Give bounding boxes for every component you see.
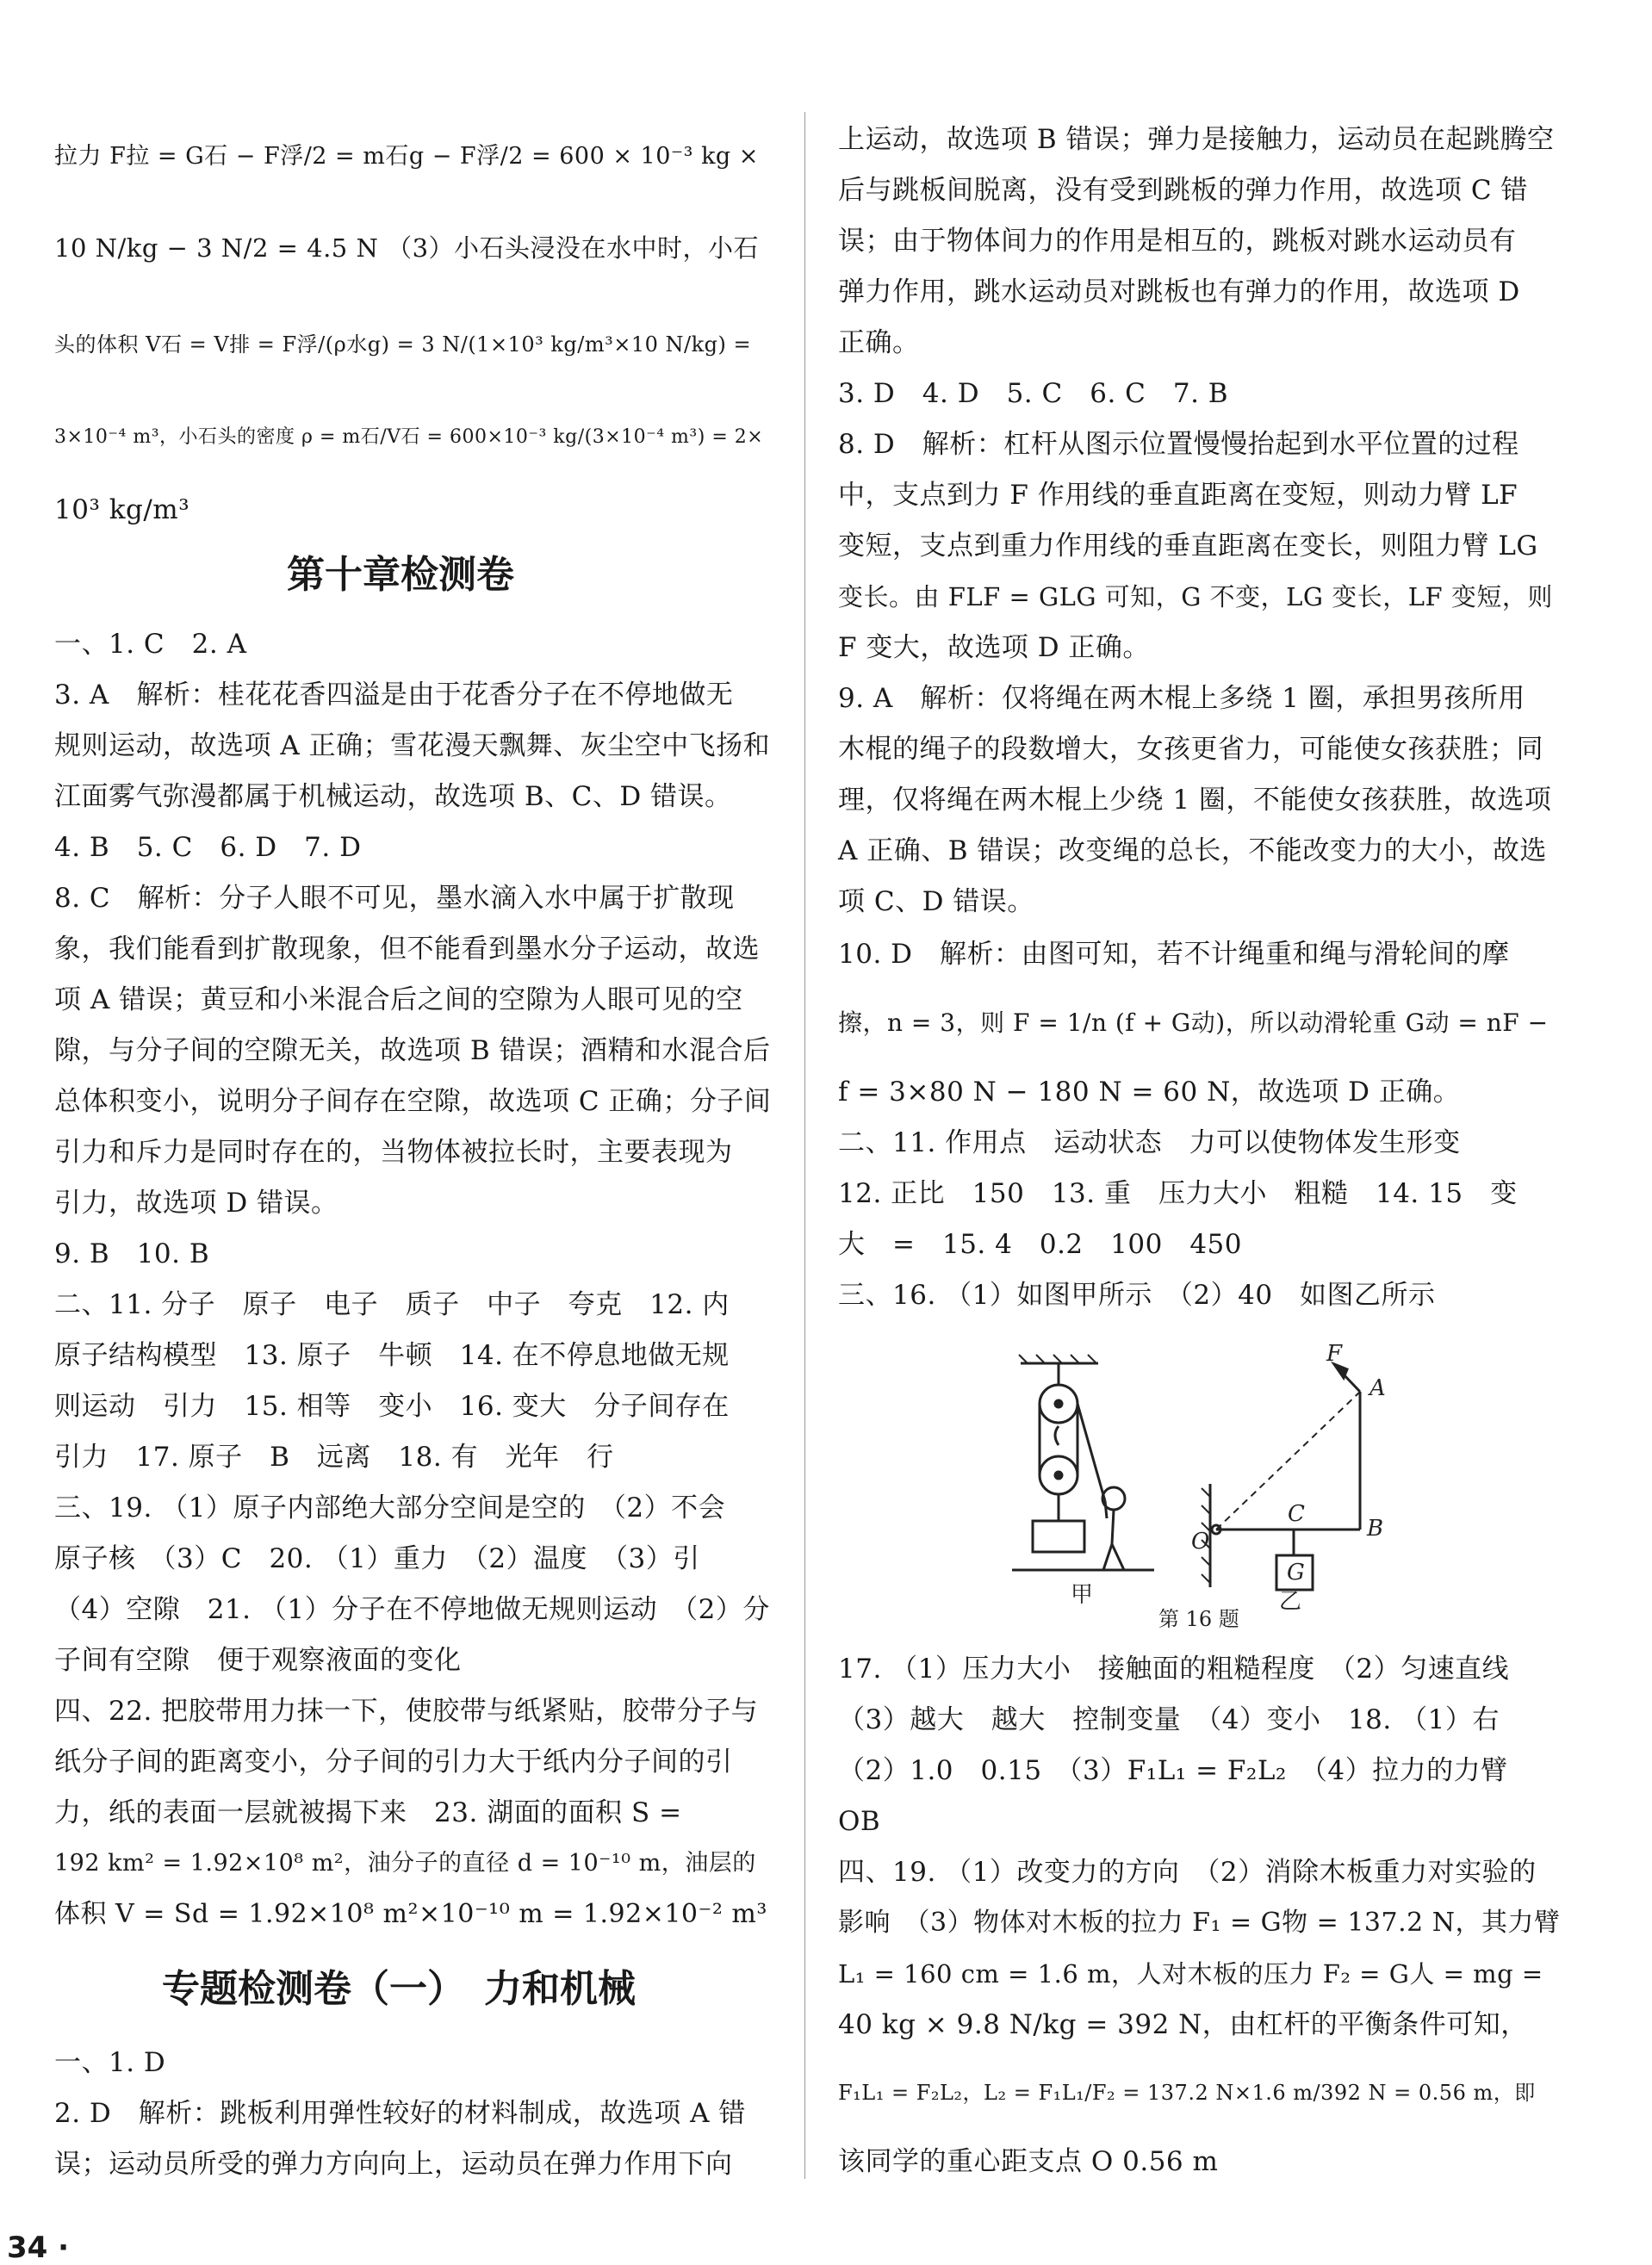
text-line: 误；运动员所受的弹力方向向上，运动员在弹力作用下向 [54,2149,733,2180]
figure-16 [1003,1325,1572,1635]
figure-labels [1071,1341,1386,1631]
text-line: 3. A 解析：桂花花香四溢是由于花香分子在不停地做无 [54,680,734,711]
force-f [1344,1375,1360,1392]
text-line: 规则运动，故选项 A 正确；雪花漫天飘舞、灰尘空中飞扬和 [54,730,771,761]
text-line: F₁L₁ = F₂L₂，L₂ = F₁L₁/F₂ = 137.2 N×1.6 m/392 N = 0.56 m，即 [838,2081,1536,2105]
label-b: B [1367,1516,1384,1542]
label-a: A [1369,1375,1386,1401]
text-line: 上运动，故选项 B 错误；弹力是接触力，运动员在起跳腾空 [838,124,1555,155]
rope [1078,1404,1105,1501]
lever-diagram [1202,1364,1360,1590]
text-line: 二、11. 分子 原子 电子 质子 中子 夸克 12. 内 [54,1289,730,1320]
label-o: O [1191,1529,1210,1554]
text-line: f = 3×80 N − 180 N = 60 N，故选项 D 正确。 [838,1077,1461,1108]
text-line: 9. B 10. B [54,1238,210,1269]
text-line: 头的体积 V石 = V排 = F浮/(ρ水g) = 3 N/(1×10³ kg/m³×10 N/kg) = [54,332,752,357]
text-line: OB [838,1806,881,1837]
pulley-diagram [1012,1355,1154,1570]
text-line: 一、1. D [54,2047,166,2078]
text-line: 该同学的重心距支点 O 0.56 m [838,2146,1219,2177]
label-f: F [1326,1341,1343,1367]
text-line: L₁ = 160 cm = 1.6 m，人对木板的压力 F₂ = G人 = mg = [838,1959,1543,1989]
text-line: 子间有空隙 便于观察液面的变化 [54,1645,462,1676]
text-line: 引力和斥力是同时存在的，当物体被拉长时，主要表现为 [54,1137,733,1168]
text-line: 40 kg × 9.8 N/kg = 392 N，由杠杆的平衡条件可知， [838,2009,1528,2040]
text-line: 象，我们能看到扩散现象，但不能看到墨水分子运动，故选 [54,934,760,965]
text-line: A 正确、B 错误；改变绳的总长，不能改变力的大小，故选 [838,835,1547,866]
text-line: 一、1. C 2. A [54,629,247,660]
text-line: 4. B 5. C 6. D 7. D [54,832,362,863]
text-line: 10³ kg/m³ [54,494,190,525]
figure-16-drawing [1003,1325,1572,1635]
text-line: 192 km² = 1.92×10⁸ m²，油分子的直径 d = 10⁻¹⁰ m，油层的 [54,1850,756,1877]
text-line: 引力，故选项 D 错误。 [54,1188,338,1219]
text-line: 误；由于物体间力的作用是相互的，跳板对跳水运动员有 [838,226,1517,257]
text-line: 隙，与分子间的空隙无关，故选项 B 错误；酒精和水混合后 [54,1035,771,1066]
topic-title: 专题检测卷（一） 力和机械 [162,1967,636,2011]
figure-caption: 第 16 题 [1158,1607,1239,1631]
text-line: 10. D 解析：由图可知，若不计绳重和绳与滑轮间的摩 [838,939,1510,970]
text-line: 正确。 [838,327,920,358]
text-line: 三、16. （1）如图甲所示 （2）40 如图乙所示 [838,1280,1436,1311]
text-line: 变长。由 FLF = GLG 可知，G 不变，LG 变长，LF 变短，则 [838,582,1553,611]
text-line: （4）空隙 21. （1）分子在不停地做无规则运动 （2）分 [54,1594,770,1625]
load-block [1033,1521,1084,1552]
text-line: 8. D 解析：杠杆从图示位置慢慢抬起到水平位置的过程 [838,429,1519,460]
text-line: 拉力 F拉 = G石 − F浮/2 = m石g − F浮/2 = 600 × 10⁻³ kg × [54,143,759,170]
text-line: 理，仅将绳在两木棍上少绕 1 圈，不能使女孩获胜，故选项 [838,785,1552,816]
text-line: 原子结构模型 13. 原子 牛顿 14. 在不停息地做无规 [54,1340,730,1371]
text-line: 12. 正比 150 13. 重 压力大小 粗糙 14. 15 变 [838,1178,1518,1209]
text-line: 17. （1）压力大小 接触面的粗糙程度 （2）匀速直线 [838,1654,1510,1685]
text-line: 中，支点到力 F 作用线的垂直距离在变短，则动力臂 LF [838,480,1518,511]
label-yi: 乙 [1279,1589,1302,1615]
text-line: 项 A 错误；黄豆和小米混合后之间的空隙为人眼可见的空 [54,984,743,1015]
text-line: 弹力作用，跳水运动员对跳板也有弹力的作用，故选项 D [838,276,1520,307]
text-line: 大 = 15. 4 0.2 100 450 [838,1229,1242,1260]
text-line: 原子核 （3）C 20. （1）重力 （2）温度 （3）引 [54,1543,700,1574]
text-line: 江面雾气弥漫都属于机械运动，故选项 B、C、D 错误。 [54,781,732,812]
text-line: 10 N/kg − 3 N/2 = 4.5 N （3）小石头浸没在水中时，小石 [54,233,760,263]
text-line: 三、19. （1）原子内部绝大部分空间是空的 （2）不会 [54,1492,726,1523]
text-line: F 变大，故选项 D 正确。 [838,632,1150,663]
text-line: 总体积变小，说明分子间存在空隙，故选项 C 正确；分子间 [54,1086,772,1117]
text-line: 纸分子间的距离变小，分子间的引力大于纸内分子间的引 [54,1747,733,1778]
text-line: 2. D 解析：跳板利用弹性较好的材料制成，故选项 A 错 [54,2098,746,2129]
page-number: 34 · [7,2231,70,2265]
text-line: 影响 （3）物体对木板的拉力 F₁ = G物 = 137.2 N，其力臂 [838,1908,1561,1938]
text-line: 项 C、D 错误。 [838,886,1034,917]
text-line: 力，纸的表面一层就被揭下来 23. 湖面的面积 S = [54,1797,682,1828]
label-g: G [1287,1560,1305,1586]
text-line: 后与跳板间脱离，没有受到跳板的弹力作用，故选项 C 错 [838,175,1528,206]
text-line: （2）1.0 0.15 （3）F₁L₁ = F₂L₂ （4）拉力的力臂 [838,1755,1508,1786]
text-line: 9. A 解析：仅将绳在两木棍上多绕 1 圈，承担男孩所用 [838,683,1525,714]
text-line: 四、22. 把胶带用力抹一下，使胶带与纸紧贴，胶带分子与 [54,1696,759,1727]
text-line: 则运动 引力 15. 相等 变小 16. 变大 分子间存在 [54,1391,730,1422]
text-line: 二、11. 作用点 运动状态 力可以使物体发生形变 [838,1127,1461,1158]
text-line: 引力 17. 原子 B 远离 18. 有 光年 行 [54,1442,614,1473]
text-line: 擦，n = 3，则 F = 1/n (f + G动)，所以动滑轮重 G动 = nF − [838,1008,1549,1037]
text-line: 四、19. （1）改变力的方向 （2）消除木板重力对实验的 [838,1857,1537,1888]
text-line: 木棍的绳子的段数增大，女孩更省力，可能使女孩获胜；同 [838,734,1543,765]
label-c: C [1288,1501,1305,1527]
text-line: 3. D 4. D 5. C 6. C 7. B [838,378,1229,409]
text-line: 8. C 解析：分子人眼不可见，墨水滴入水中属于扩散现 [54,883,735,914]
chapter-title: 第十章检测卷 [287,553,514,597]
text-line: （3）越大 越大 控制变量 （4）变小 18. （1）右 [838,1704,1500,1735]
text-line: 变短，支点到重力作用线的垂直距离在变长，则阻力臂 LG [838,531,1538,562]
column-divider [804,112,805,2179]
text-line: 3×10⁻⁴ m³，小石头的密度 ρ = m石/V石 = 600×10⁻³ kg/(3×10⁻⁴ m³) = 2× [54,426,764,448]
label-jia: 甲 [1071,1582,1094,1608]
text-line: 体积 V = Sd = 1.92×10⁸ m²×10⁻¹⁰ m = 1.92×10⁻² m³ [54,1899,767,1929]
